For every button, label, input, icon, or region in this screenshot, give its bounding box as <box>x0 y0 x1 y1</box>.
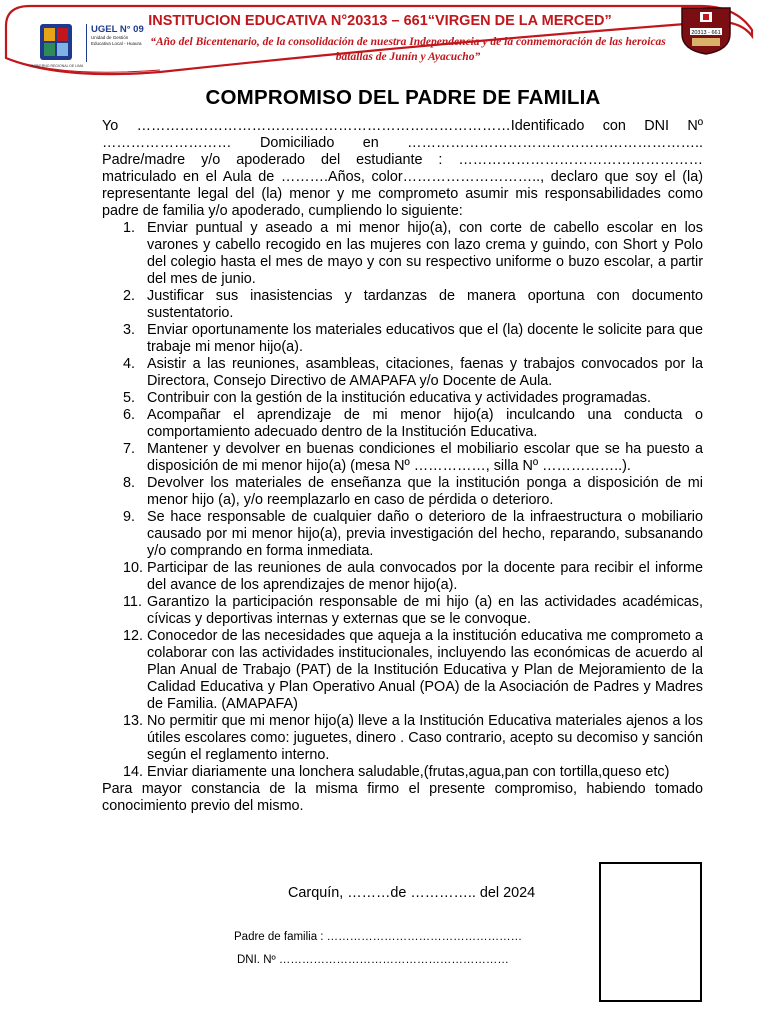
commitment-item-number: 3. <box>123 322 136 338</box>
commitment-item <box>102 390 703 407</box>
commitment-item-text: Asistir a las reuniones, asambleas, citaciones, faenas y trabajos convocados por la Directora, Consejo Directivo de AMAPAFA y/o Docente de Aula. <box>147 356 703 389</box>
ugel-subtitle-1: Unidad de Gestión <box>91 35 129 40</box>
commitment-item-number: 9. <box>123 509 136 525</box>
commitment-item-text: Acompañar el aprendizaje de mi menor hijo(a) inculcando una conducta o comportamiento adecuado dentro de la Institución Educativa. <box>147 407 703 440</box>
ugel-logo <box>86 24 147 62</box>
commitment-item <box>102 288 703 322</box>
commitment-item <box>102 475 703 509</box>
year-motto-line-2: batallas de Junín y Ayacucho” <box>335 51 481 63</box>
commitment-item-number: 10. <box>123 560 144 576</box>
commitment-item <box>102 509 703 560</box>
photo-box <box>599 862 702 1002</box>
gobierno-regional-caption: GOBIERNO REGIONAL DE LIMA <box>30 64 84 68</box>
commitment-item <box>102 713 703 764</box>
commitment-item-text: Enviar puntual y aseado a mi menor hijo(a), con corte de cabello escolar en los varones y cabello recogido en las mujeres con lazo crema y guindo, con Short y Polo del colegio hasta el mes de mayo y con su respectivo uniforme o buzo escolar, a partir del mes de junio. <box>147 220 703 287</box>
commitment-item-text: Enviar diariamente una lonchera saludable,(frutas,agua,pan con tortilla,queso etc) <box>147 764 670 780</box>
commitment-item <box>102 560 703 594</box>
commitment-item-text: Conocedor de las necesidades que aqueja a la institución educativa me comprometo a colaborar con las actividades institucionales, incluyendo las económicas de acuerdo al Plan Anual de Trabajo (PAT) de la Institución Educativa y Plan de Mejoramiento de la Calidad Educativa y Plan Operativo Anual (POA) de la Asociación de Padres y Madres de Familia. (AMAPAFA) <box>147 628 703 712</box>
school-crest-icon <box>678 4 734 56</box>
intro-line-2: ……………………… Domiciliado en …………………………………………………….. <box>102 135 703 151</box>
commitment-item-text: Devolver los materiales de enseñanza que la institución ponga a disposición de mi menor hijo (a), y/o reemplazarlo en caso de pérdida o deterioro. <box>147 475 703 508</box>
commitment-item <box>102 594 703 628</box>
dni-line: DNI. Nº …………………………………………………… <box>237 954 509 966</box>
commitment-item-number: 13. <box>123 713 144 729</box>
commitment-item-number: 5. <box>123 390 136 406</box>
commitment-item-number: 12. <box>123 628 144 644</box>
place-date-line: Carquín, ………de ………….. del 2024 <box>288 885 536 901</box>
crest-text: 20313 - 661 <box>691 30 721 36</box>
commitment-item <box>102 628 703 713</box>
gobierno-regional-logo <box>36 22 76 68</box>
institution-name: INSTITUCION EDUCATIVA N°20313 – 661“VIRGEN DE LA MERCED” <box>148 13 612 29</box>
parent-signature-line: Padre de familia : …………………………………………… <box>234 931 523 943</box>
ugel-title: UGEL N° 09 <box>91 24 144 35</box>
document-header <box>0 0 768 78</box>
commitment-item-text: Participar de las reuniones de aula convocados por la docente para recibir el informe del avance de los aprendizajes de menor hijo(a). <box>147 560 703 593</box>
year-motto-line-1: “Año del Bicentenario, de la consolidación de nuestra Independencia y de la conmemoración de las heroicas <box>150 36 666 48</box>
commitment-item <box>102 220 703 288</box>
intro-line-3: Padre/madre y/o apoderado del estudiante : …………………………………………… <box>102 152 703 168</box>
commitment-item-number: 14. <box>123 764 144 780</box>
commitment-item-number: 6. <box>123 407 136 423</box>
commitment-item <box>102 322 703 356</box>
commitment-item <box>102 407 703 441</box>
commitment-item-number: 11. <box>123 594 142 610</box>
commitment-item-number: 4. <box>123 356 136 372</box>
commitment-item-text: Se hace responsable de cualquier daño o deterioro de la infraestructura o mobiliario causado por mi menor hijo(a), previa investigación del hecho, reparando, subsanando y/o comprando en forma inmediata. <box>147 509 703 559</box>
commitment-item-number: 1. <box>123 220 136 236</box>
commitment-item <box>102 441 703 475</box>
commitment-item-text: Contribuir con la gestión de la institución educativa y actividades programadas. <box>147 390 651 406</box>
commitment-item-number: 2. <box>123 288 136 304</box>
intro-paragraph: matriculado en el Aula de ……….Años, color……………………….., declaro que soy el (la) representante legal del (la) menor y me comprometo asumir mis responsabilidades como padre de familia y/o apoderado, cumpliendo lo siguiente: <box>102 169 703 219</box>
commitment-item-text: Enviar oportunamente los materiales educativos que el (la) docente le solicite para que trabaje mi menor hijo(a). <box>147 322 703 355</box>
commitment-item-number: 7. <box>123 441 136 457</box>
commitment-item-number: 8. <box>123 475 136 491</box>
commitment-item-text: No permitir que mi menor hijo(a) lleve a la Institución Educativa materiales ajenos a los útiles escolares como: juguetes, dinero . Caso contrario, acepto su decomiso y sanción según el reglamento interno. <box>147 713 703 763</box>
page-title: COMPROMISO DEL PADRE DE FAMILIA <box>205 86 601 109</box>
commitment-item <box>102 764 703 781</box>
commitment-item-text: Garantizo la participación responsable de mi hijo (a) en las actividades académicas, cívicas y deportivas internas y externas que se le convoque. <box>147 594 703 627</box>
document-body <box>102 118 703 815</box>
intro-line-1: Yo ……………………………………………………………………Identificado con DNI Nº <box>102 118 703 134</box>
ugel-subtitle-2: Educativa Local - Huaura <box>91 41 142 46</box>
year-motto <box>140 35 676 65</box>
commitment-item-text: Mantener y devolver en buenas condiciones el mobiliario escolar que se ha puesto a disposición de mi menor hijo(a) (mesa Nº ……………, silla Nº ……………..). <box>147 441 703 474</box>
commitment-item-text: Justificar sus inasistencias y tardanzas de manera oportuna con documento sustentatorio. <box>147 288 703 321</box>
closing-paragraph: Para mayor constancia de la misma firmo el presente compromiso, habiendo tomado conocimiento previo del mismo. <box>102 781 703 814</box>
commitment-list <box>102 220 703 781</box>
commitment-item <box>102 356 703 390</box>
